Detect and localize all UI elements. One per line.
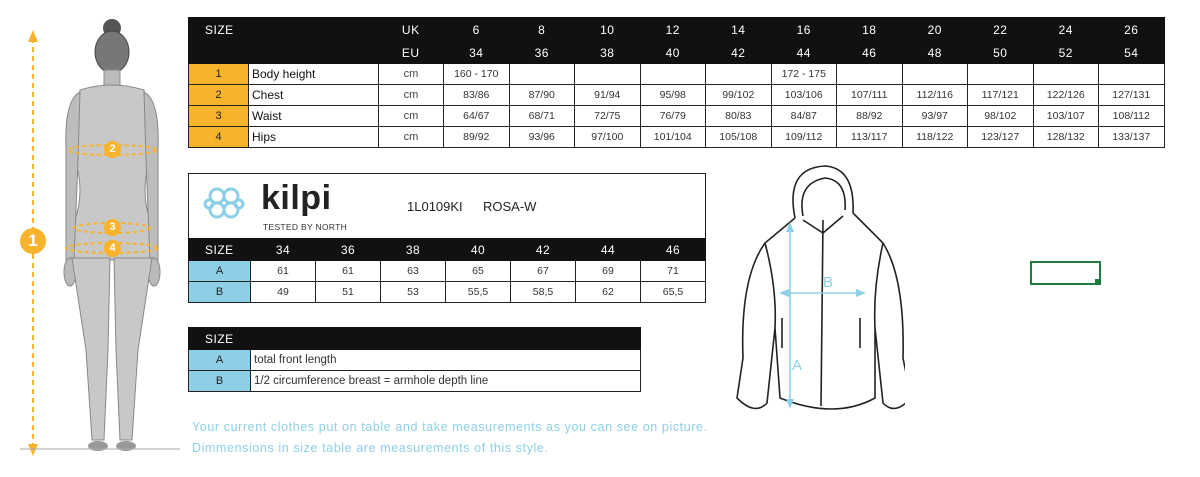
measurement-row [189,64,1165,85]
table-cell [837,64,903,85]
table-cell: 93/97 [902,106,968,127]
table-cell: 53 [381,282,446,303]
product-code: 1L0109KI [407,199,463,214]
table-cell: 112/116 [902,85,968,106]
product-row [189,261,706,282]
uk-size: 6 [444,18,510,42]
table-cell [968,64,1034,85]
table-cell: 61 [251,261,316,282]
kilpi-logo-icon [203,184,251,224]
table-cell: 99/102 [706,85,772,106]
product-size: 40 [446,239,511,261]
eu-size: 48 [902,42,968,64]
row-unit: cm [379,85,444,106]
row-unit: cm [379,64,444,85]
table-cell: 83/86 [444,85,510,106]
table-cell: 84/87 [771,106,837,127]
legend-table [188,327,641,392]
uk-size: 14 [706,18,772,42]
selected-cell[interactable] [1030,261,1101,285]
row-number: 4 [189,127,249,148]
table-cell: 65 [446,261,511,282]
measurement-row [189,127,1165,148]
uk-size: 12 [640,18,706,42]
row-label: Body height [249,64,379,85]
table-cell: 160 - 170 [444,64,510,85]
uk-size: 10 [575,18,641,42]
header-row-uk [189,18,1165,42]
table-cell: 91/94 [575,85,641,106]
size-header: SIZE [189,239,251,261]
row-unit: cm [379,127,444,148]
table-cell: 62 [576,282,641,303]
legend-row [189,371,641,392]
row-label: Hips [249,127,379,148]
uk-size: 26 [1099,18,1165,42]
table-cell: 76/79 [640,106,706,127]
legend-row [189,350,641,371]
eu-size: 42 [706,42,772,64]
product-row [189,282,706,303]
table-cell [706,64,772,85]
size-table [188,17,1165,148]
legend-label: B [189,371,251,392]
table-cell: 123/127 [968,127,1034,148]
table-cell: 71 [641,261,706,282]
table-cell: 72/75 [575,106,641,127]
diagram-label-a: A [792,357,803,374]
eu-size: 38 [575,42,641,64]
uk-size: 8 [509,18,575,42]
row-label: Waist [249,106,379,127]
size-header: SIZE [189,18,249,42]
jacket-diagram [725,158,905,423]
eu-size: 40 [640,42,706,64]
table-cell: 80/83 [706,106,772,127]
table-cell: 101/104 [640,127,706,148]
legend-label: A [189,350,251,371]
table-cell [575,64,641,85]
row-label: B [189,282,251,303]
table-cell: 55,5 [446,282,511,303]
legend-header-row [189,328,641,350]
table-cell: 61 [316,261,381,282]
table-cell: 107/111 [837,85,903,106]
table-cell: 49 [251,282,316,303]
product-box [188,173,706,238]
eu-size: 52 [1033,42,1099,64]
table-cell: 63 [381,261,446,282]
table-cell [1099,64,1165,85]
uk-size: 22 [968,18,1034,42]
table-cell: 127/131 [1099,85,1165,106]
table-cell: 122/126 [1033,85,1099,106]
table-cell: 67 [511,261,576,282]
product-name: ROSA-W [483,199,537,214]
table-cell [902,64,968,85]
table-cell [509,64,575,85]
legend-text: 1/2 circumference breast = armhole depth line [251,371,641,392]
table-cell: 103/106 [771,85,837,106]
table-cell: 68/71 [509,106,575,127]
table-cell: 105/108 [706,127,772,148]
marker-1: 1 [20,228,46,254]
product-size: 34 [251,239,316,261]
marker-3: 3 [104,219,121,236]
product-size: 42 [511,239,576,261]
table-cell: 95/98 [640,85,706,106]
product-header-row [189,239,706,261]
uk-label: UK [379,18,444,42]
row-unit: cm [379,106,444,127]
table-cell: 58,5 [511,282,576,303]
eu-size: 34 [444,42,510,64]
table-cell: 172 - 175 [771,64,837,85]
table-cell: 51 [316,282,381,303]
header-row-eu [189,42,1165,64]
table-cell: 89/92 [444,127,510,148]
table-cell: 69 [576,261,641,282]
table-cell: 98/102 [968,106,1034,127]
legend-text: total front length [251,350,641,371]
product-size: 44 [576,239,641,261]
uk-size: 16 [771,18,837,42]
measurement-row [189,85,1165,106]
marker-4: 4 [104,240,121,257]
eu-size: 50 [968,42,1034,64]
eu-size: 54 [1099,42,1165,64]
row-label: Chest [249,85,379,106]
header-blank [249,18,379,42]
note-line-1: Your current clothes put on table and take measurements as you can see on picture. [192,420,708,434]
measurement-row [189,106,1165,127]
eu-size: 46 [837,42,903,64]
brand-name: kilpi [261,179,332,217]
eu-label: EU [379,42,444,64]
table-cell [1033,64,1099,85]
table-cell [640,64,706,85]
table-cell: 118/122 [902,127,968,148]
product-size: 38 [381,239,446,261]
uk-size: 18 [837,18,903,42]
uk-size: 24 [1033,18,1099,42]
row-number: 3 [189,106,249,127]
table-cell: 109/112 [771,127,837,148]
row-number: 1 [189,64,249,85]
table-cell: 133/137 [1099,127,1165,148]
size-header: SIZE [189,328,251,350]
table-cell: 93/96 [509,127,575,148]
table-cell: 65,5 [641,282,706,303]
table-cell: 113/117 [837,127,903,148]
eu-size: 36 [509,42,575,64]
diagram-label-b: B [823,274,834,291]
table-cell: 87/90 [509,85,575,106]
product-size: 46 [641,239,706,261]
row-number: 2 [189,85,249,106]
table-cell: 128/132 [1033,127,1099,148]
table-cell: 108/112 [1099,106,1165,127]
selection-handle[interactable] [1095,279,1100,284]
table-cell: 88/92 [837,106,903,127]
table-cell: 117/121 [968,85,1034,106]
header-blank [251,328,641,350]
brand-tagline: TESTED BY NORTH [263,222,348,232]
table-cell: 103/107 [1033,106,1099,127]
row-label: A [189,261,251,282]
marker-2: 2 [104,141,121,158]
header-blank [249,42,379,64]
header-blank [189,42,249,64]
uk-size: 20 [902,18,968,42]
table-cell: 97/100 [575,127,641,148]
table-cell: 64/67 [444,106,510,127]
eu-size: 44 [771,42,837,64]
note-line-2: Dimmensions in size table are measurements of this style. [192,441,549,455]
product-size-table [188,238,706,303]
product-size: 36 [316,239,381,261]
